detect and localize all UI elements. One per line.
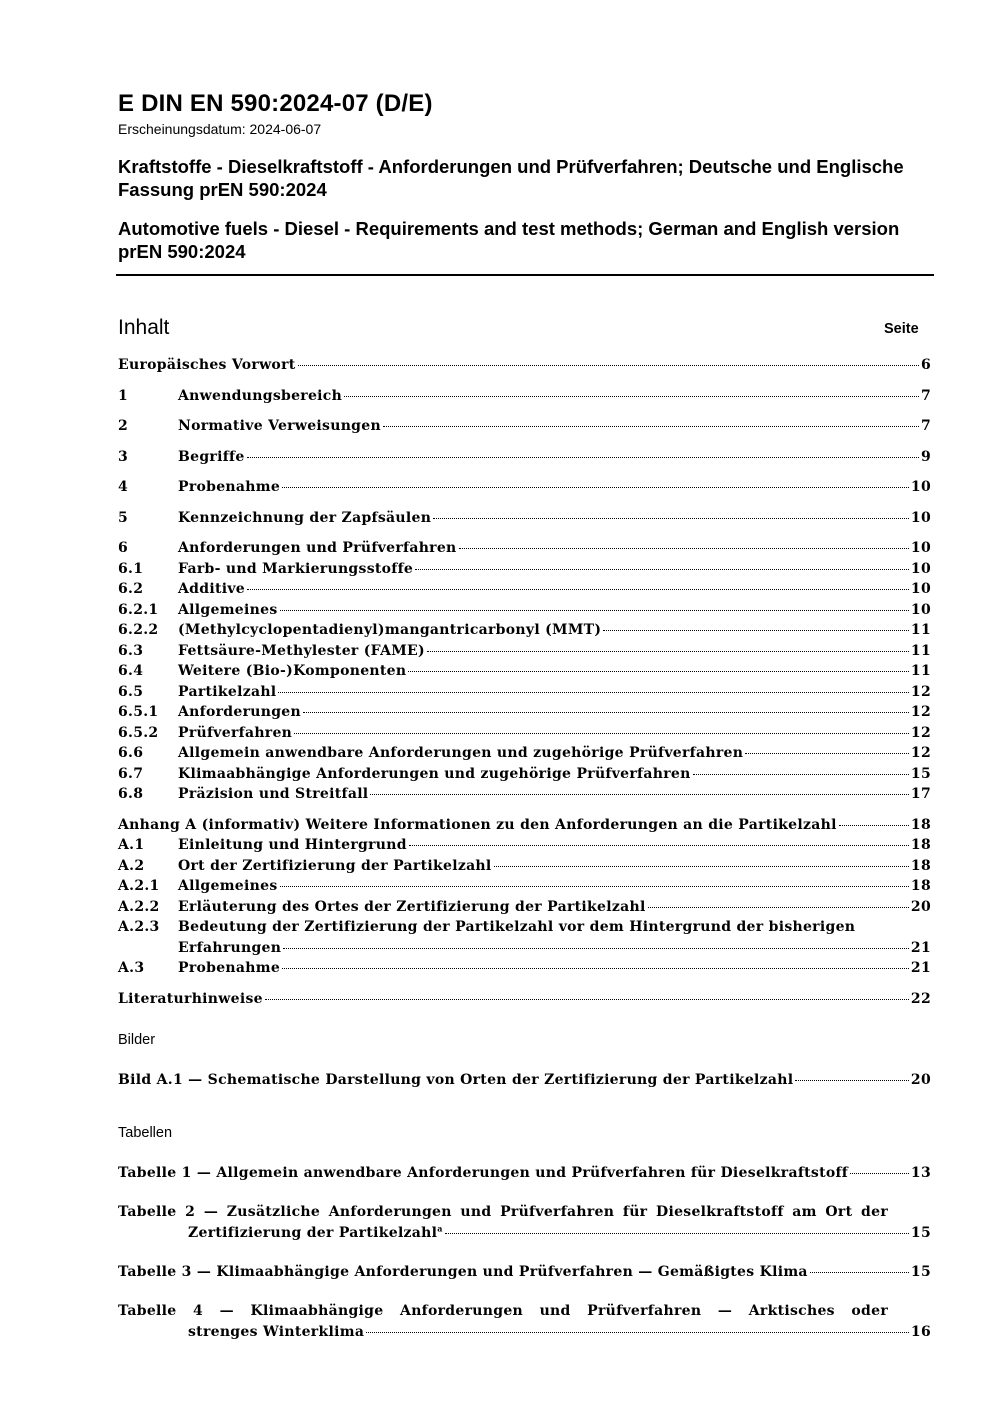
dot-leader — [298, 364, 919, 366]
table-entry[interactable] — [118, 1163, 931, 1184]
dot-leader — [265, 998, 909, 1000]
toc-entry-page: 18 — [910, 878, 931, 894]
dot-leader — [648, 906, 909, 908]
toc-entry-label: Allgemeines — [178, 878, 278, 894]
toc-entry-label: Probenahme — [178, 960, 281, 976]
toc-entry-page: 12 — [910, 745, 931, 761]
toc-entry-label: Begriffe — [178, 448, 245, 465]
table-entry-page: 15 — [910, 1264, 931, 1280]
toc-entry-number: 6.2.1 — [118, 601, 159, 618]
toc-entry[interactable] — [118, 447, 931, 468]
toc-entry-page: 10 — [910, 540, 931, 556]
toc-entry[interactable] — [118, 835, 931, 856]
toc-entry-page: 11 — [910, 642, 931, 659]
toc-entry[interactable] — [118, 958, 931, 979]
dot-leader — [433, 517, 909, 519]
figure-entry[interactable] — [118, 1070, 931, 1091]
table-entry-label: Tabelle 3 — Klimaabhängige Anforderungen und Prüfverfahren — Gemäßigtes Klima — [118, 1264, 808, 1280]
toc-entry[interactable] — [118, 897, 931, 918]
title-german: Kraftstoffe - Dieselkraftstoff - Anforderungen und Prüfverfahren; Deutsche und Englische Fassung prEN 590:2024 — [118, 156, 904, 200]
toc-entry-page: 10 — [910, 560, 931, 577]
dot-leader — [693, 773, 909, 775]
toc-entry-label: Präzision und Streitfall — [178, 786, 369, 802]
toc-entry-page: 20 — [910, 898, 931, 915]
dot-leader — [282, 967, 909, 969]
toc-entry-number: A.2.2 — [118, 898, 160, 915]
toc-entry-number: 6.2 — [118, 581, 144, 597]
table-entry-label: Tabelle 4 — Klimaabhängige Anforderungen und Prüfverfahren — Arktisches oder — [118, 1303, 888, 1319]
toc-entry-label: Anhang A (informativ) Weitere Informationen zu den Anforderungen an die Partikelzahl — [118, 816, 837, 833]
title-english: Automotive fuels - Diesel - Requirements and test methods; German and English version prEN 590:2024 — [118, 218, 900, 262]
toc-entry-label: Einleitung und Hintergrund — [178, 837, 407, 853]
toc-entry[interactable] — [118, 764, 931, 785]
dot-leader — [409, 844, 909, 846]
toc-entry-label: Fettsäure-Methylester (FAME) — [178, 642, 425, 659]
table-of-contents — [118, 355, 931, 1009]
toc-entry[interactable] — [118, 579, 931, 600]
toc-entry-label: Kennzeichnung der Zapfsäulen — [178, 509, 432, 526]
footnote-marker: a — [437, 1223, 443, 1234]
toc-entry[interactable] — [118, 559, 931, 580]
dot-leader — [839, 824, 909, 826]
toc-entry[interactable] — [118, 416, 931, 437]
dot-leader — [795, 1079, 909, 1081]
dot-leader — [445, 1232, 909, 1234]
dot-leader — [247, 588, 909, 590]
toc-entry[interactable] — [118, 661, 931, 682]
dot-leader — [745, 752, 909, 754]
toc-entry-number: A.1 — [118, 837, 145, 853]
toc-entry-number: A.2 — [118, 857, 145, 874]
toc-entry-page: 18 — [910, 816, 931, 833]
toc-entry-number: 6.6 — [118, 745, 144, 761]
toc-heading: Inhalt — [118, 316, 170, 339]
toc-entry-page: 10 — [910, 479, 931, 495]
toc-entry-number: 1 — [118, 387, 129, 404]
table-entry-label: Tabelle 2 — Zusätzliche Anforderungen und Prüfverfahren für Dieselkraftstoff am Ort der — [118, 1204, 888, 1220]
toc-entry[interactable] — [118, 682, 931, 703]
table-entry[interactable] — [118, 1301, 931, 1343]
dot-leader — [383, 425, 919, 427]
toc-entry-page: 10 — [910, 581, 931, 597]
toc-entry-number: 6.5.2 — [118, 724, 159, 741]
header-divider — [116, 274, 934, 276]
dot-leader — [603, 629, 909, 631]
toc-entry-label: Bedeutung der Zertifizierung der Partikelzahl vor dem Hintergrund der bisherigen — [178, 919, 856, 935]
dot-leader — [303, 711, 909, 713]
toc-entry-number: 3 — [118, 448, 129, 465]
list-of-figures — [118, 1070, 931, 1091]
toc-entry-page: 10 — [910, 601, 931, 618]
toc-entry-label: Partikelzahl — [178, 683, 277, 700]
list-of-tables — [118, 1163, 931, 1343]
dot-leader — [247, 456, 919, 458]
toc-entry-page: 9 — [920, 448, 931, 465]
toc-page-heading: Seite — [884, 321, 919, 337]
toc-entry-label: Anwendungsbereich — [178, 387, 343, 404]
toc-entry[interactable] — [118, 600, 931, 621]
toc-entry-label: Normative Verweisungen — [178, 418, 381, 434]
toc-entry[interactable] — [118, 856, 931, 877]
toc-entry-number: A.3 — [118, 960, 145, 976]
toc-entry-label: Anforderungen — [178, 704, 301, 720]
toc-entry-continuation[interactable] — [118, 938, 931, 959]
publication-date: Erscheinungsdatum: 2024-06-07 — [118, 121, 322, 137]
toc-entry[interactable] — [118, 743, 931, 764]
toc-entry-label: Probenahme — [178, 479, 281, 495]
toc-entry[interactable] — [118, 989, 931, 1010]
dot-leader — [280, 609, 909, 611]
toc-entry[interactable] — [118, 702, 931, 723]
toc-entry-number: A.2.3 — [118, 919, 160, 935]
table-entry-page: 16 — [910, 1324, 931, 1340]
toc-entry-label: Erläuterung des Ortes der Zertifizierung der Partikelzahl — [178, 898, 646, 915]
toc-entry[interactable] — [118, 641, 931, 662]
table-entry-label-continued: strenges Winterklima — [188, 1324, 365, 1340]
toc-entry[interactable] — [118, 355, 931, 376]
toc-entry-label: Allgemein anwendbare Anforderungen und zugehörige Prüfverfahren — [178, 745, 744, 761]
toc-entry-number: 6.2.2 — [118, 622, 159, 638]
dot-leader — [494, 865, 909, 867]
table-entry-page: 15 — [910, 1225, 931, 1241]
dot-leader — [370, 793, 908, 795]
toc-entry[interactable] — [118, 784, 931, 805]
toc-entry-number: 6 — [118, 540, 129, 556]
toc-entry-page: 21 — [910, 960, 931, 976]
dot-leader — [408, 670, 909, 672]
figures-heading: Bilder — [118, 1032, 156, 1048]
toc-entry-page: 7 — [920, 418, 931, 434]
toc-entry-label: Allgemeines — [178, 601, 278, 618]
toc-entry-label: Europäisches Vorwort — [118, 357, 296, 373]
toc-entry-number: 6.5 — [118, 683, 144, 700]
toc-entry-label: Klimaabhängige Anforderungen und zugehörige Prüfverfahren — [178, 765, 691, 782]
figure-entry-page: 20 — [910, 1072, 931, 1088]
toc-entry-number: 6.4 — [118, 663, 144, 679]
dot-leader — [282, 486, 909, 488]
toc-entry-page: 10 — [910, 509, 931, 526]
toc-entry-label: (Methylcyclopentadienyl)mangantricarbonyl (MMT) — [178, 622, 602, 638]
toc-entry-page: 22 — [910, 990, 931, 1007]
toc-entry[interactable] — [118, 917, 931, 938]
toc-entry-page: 11 — [910, 622, 931, 638]
toc-entry-number: 2 — [118, 418, 129, 434]
tables-heading: Tabellen — [118, 1125, 173, 1141]
toc-entry-page: 17 — [910, 786, 931, 802]
toc-entry[interactable] — [118, 723, 931, 744]
toc-entry-label: Additive — [178, 581, 245, 597]
toc-entry[interactable] — [118, 815, 931, 836]
table-entry-continuation — [118, 1322, 931, 1343]
toc-entry[interactable] — [118, 508, 931, 529]
toc-entry-number: 4 — [118, 479, 129, 495]
dot-leader — [459, 547, 909, 549]
dot-leader — [283, 947, 909, 949]
dot-leader — [278, 691, 908, 693]
toc-entry-page: 6 — [920, 357, 931, 373]
toc-entry-page: 12 — [910, 724, 931, 741]
dot-leader — [810, 1271, 909, 1273]
toc-entry-number: 6.3 — [118, 642, 144, 659]
toc-entry-label: Literaturhinweise — [118, 990, 263, 1007]
dot-leader — [280, 885, 909, 887]
toc-entry-number: 6.8 — [118, 786, 144, 802]
toc-entry-number: 6.1 — [118, 560, 144, 577]
toc-entry-page: 7 — [920, 387, 931, 404]
toc-entry-label: Anforderungen und Prüfverfahren — [178, 540, 457, 556]
toc-entry-page: 11 — [910, 663, 931, 679]
toc-entry-page: 15 — [910, 765, 931, 782]
toc-entry-label: Prüfverfahren — [178, 724, 293, 741]
dot-leader — [850, 1172, 909, 1174]
toc-entry-label-continued: Erfahrungen — [178, 939, 282, 956]
dot-leader — [344, 395, 919, 397]
figure-entry-label: Bild A.1 — Schematische Darstellung von Orten der Zertifizierung der Partikelzahl — [118, 1072, 794, 1088]
table-entry[interactable] — [118, 1262, 931, 1283]
toc-entry-label: Weitere (Bio-)Komponenten — [178, 663, 407, 679]
dot-leader — [366, 1331, 909, 1333]
toc-entry[interactable] — [118, 477, 931, 498]
toc-entry[interactable] — [118, 876, 931, 897]
table-entry-continuation — [118, 1223, 931, 1244]
document-header — [118, 90, 934, 263]
table-entry-label-continued: Zertifizierung der Partikelzahl$^a$ — [188, 1223, 443, 1241]
toc-entry-number: 6.7 — [118, 765, 144, 782]
document-id: E DIN EN 590:2024-07 (D/E) — [118, 90, 433, 117]
toc-entry[interactable] — [118, 386, 931, 407]
toc-entry-page: 21 — [910, 939, 931, 956]
toc-entry-number: 5 — [118, 509, 129, 526]
toc-entry-number: 6.5.1 — [118, 704, 159, 720]
table-entry[interactable] — [118, 1202, 931, 1244]
toc-entry[interactable] — [118, 538, 931, 559]
toc-entry-page: 18 — [910, 857, 931, 874]
dot-leader — [294, 732, 909, 734]
toc-entry-page: 12 — [910, 683, 931, 700]
table-entry-label: Tabelle 1 — Allgemein anwendbare Anforderungen und Prüfverfahren für Dieselkraftstoff — [118, 1165, 849, 1181]
toc-entry-number: A.2.1 — [118, 878, 160, 894]
dot-leader — [427, 650, 909, 652]
toc-entry[interactable] — [118, 620, 931, 641]
toc-entry-page: 18 — [910, 837, 931, 853]
toc-entry-page: 12 — [910, 704, 931, 720]
toc-entry-label: Ort der Zertifizierung der Partikelzahl — [178, 857, 492, 874]
table-entry-page: 13 — [910, 1165, 931, 1181]
toc-entry-label: Farb- und Markierungsstoffe — [178, 560, 414, 577]
dot-leader — [415, 568, 909, 570]
